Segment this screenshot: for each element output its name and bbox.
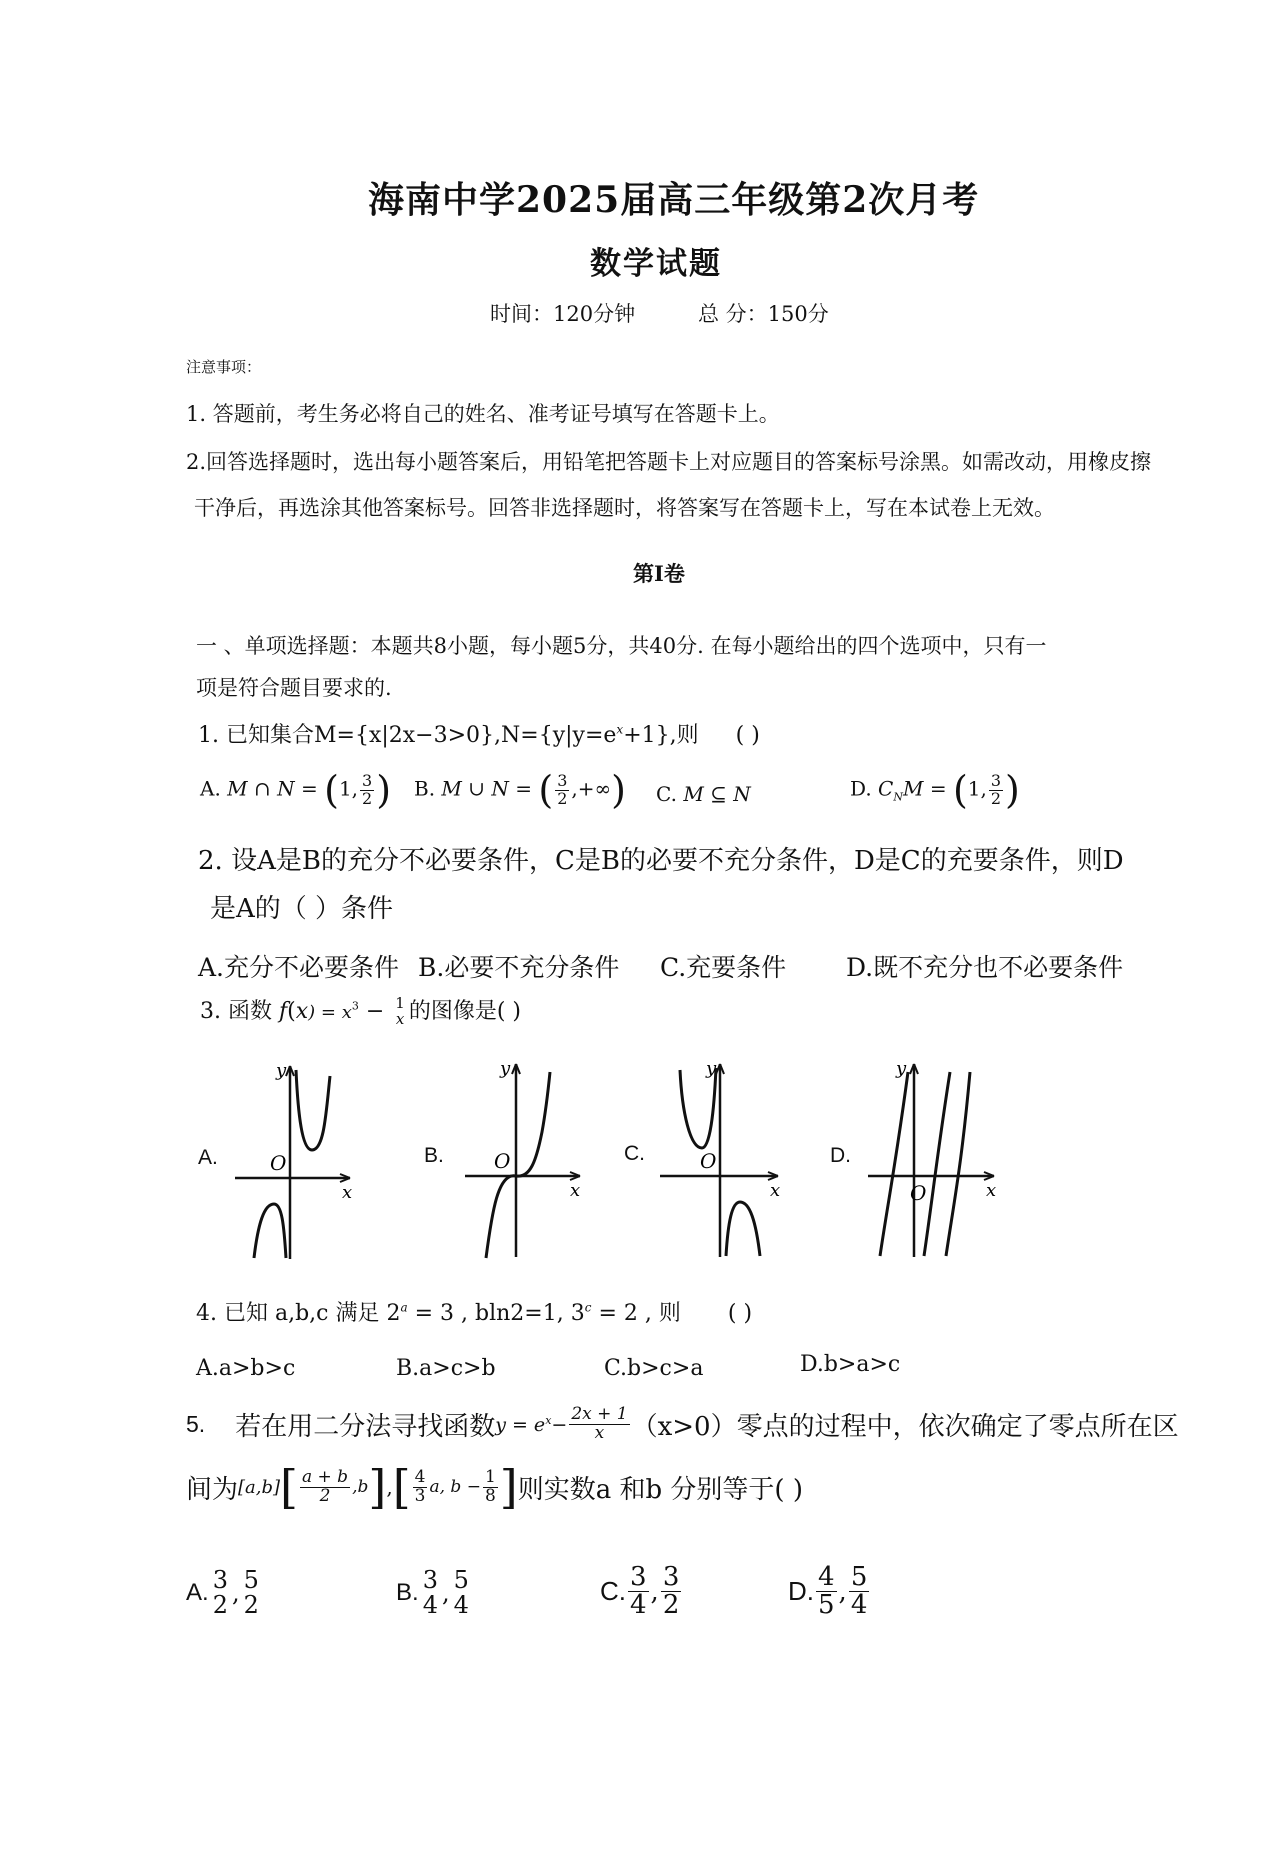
volume-heading: 第Ⅰ卷 (633, 561, 685, 586)
q1-option-d-fraction (989, 770, 1003, 808)
q5-exponent: x (545, 1414, 552, 1427)
q1-option-b-infinity: ,+∞ (571, 776, 612, 801)
q2-option-d[interactable]: D.既不充分也不必要条件 (846, 953, 1124, 982)
graph-a-svg (230, 1054, 360, 1264)
q1-option-b[interactable] (414, 768, 626, 812)
q1-option-d[interactable] (850, 768, 1020, 812)
q1-option-d-one: 1, (967, 776, 987, 801)
graph-b-svg (460, 1052, 590, 1262)
fraction-denominator: 2 (662, 1590, 680, 1621)
graph-b-label[interactable]: B. (424, 1144, 444, 1167)
fraction-denominator: 4 (422, 1591, 438, 1620)
q5-option-b-frac-2 (452, 1568, 471, 1618)
fraction-numerator: 5 (850, 1562, 868, 1592)
fraction-numerator: 4 (818, 1562, 835, 1592)
q3-stem-part-a: 3. 函数 (200, 999, 272, 1024)
q1-answer-blank: ( ) (735, 723, 760, 748)
q1-option-c-expr: M ⊆ N (683, 782, 751, 806)
q5-line2-part-b: 则实数a 和b 分别等于( ) (517, 1474, 803, 1505)
q5-comma: , (386, 1475, 393, 1499)
q4-option-c[interactable]: C.b>c>a (604, 1356, 704, 1381)
q5-interval-2-rbracket: ] (368, 1460, 387, 1514)
q5-interval-3-lbracket: [ (392, 1460, 411, 1514)
q5-interval-2-lbracket: [ (280, 1460, 298, 1514)
q1-option-b-label: B. (414, 776, 436, 801)
q5-option-b-frac-1 (421, 1568, 440, 1618)
graph-c-label[interactable]: C. (624, 1142, 645, 1165)
fraction-denominator: 2 (990, 788, 1002, 808)
q5-option-a-frac-1 (211, 1568, 230, 1618)
q1-option-d-expr: M = (902, 776, 953, 801)
q5-stem-part-a: 若在用二分法寻找函数 (235, 1412, 496, 1442)
q4-stem-part-c: = 2 , 则 (591, 1301, 681, 1326)
fraction-denominator: 2 (212, 1591, 228, 1620)
q1-exponent: x (616, 722, 624, 737)
q1-option-b-expr: M ∪ N = (441, 776, 539, 801)
question-2-line-1: 2. 设A是B的充分不必要条件，C是B的必要不充分条件，D是C的充要条件，则D (198, 846, 1124, 876)
q5-option-b[interactable]: B. 3 4 , 5 4 (396, 1566, 469, 1620)
fraction-numerator: 4 (414, 1466, 426, 1487)
curve-right-branch (296, 1070, 330, 1150)
q3-stem-part-b: 的图像是( ) (408, 999, 521, 1024)
q1-option-a-one: 1, (338, 776, 359, 801)
section-intro-line-1: 一 、单项选择题：本题共8小题，每小题5分，共40分. 在每小题给出的四个选项中，只有一 (196, 634, 1047, 658)
q5-option-a-frac-2 (242, 1568, 261, 1618)
curve-left-branch (254, 1204, 286, 1258)
graph-a[interactable] (230, 1054, 360, 1264)
q5-interval-2-tail: ,b (352, 1477, 369, 1497)
q1-option-b-rparen: ) (611, 768, 626, 812)
exam-total-score: 总 分：150分 (698, 302, 829, 326)
origin-label: O (494, 1149, 511, 1173)
curve-left-branch (680, 1068, 716, 1148)
fraction-denominator: 8 (484, 1485, 496, 1506)
q2-option-c[interactable]: C.充要条件 (660, 953, 787, 982)
q5-option-c-frac-1 (628, 1564, 649, 1620)
q3-expr: ) = x (308, 1002, 352, 1023)
y-label: y (706, 1058, 717, 1079)
question-2-line-2: 是A的（ ）条件 (210, 894, 394, 924)
fraction-denominator: 3 (414, 1485, 426, 1506)
q5-interval-3-fraction-b (483, 1466, 498, 1506)
origin-label: O (910, 1181, 927, 1205)
question-1-stem (198, 718, 760, 749)
fraction-numerator: 3 (362, 770, 373, 790)
fraction-numerator: 3 (630, 1562, 647, 1592)
q5-stem-part-b: （x>0）零点的过程中，依次确定了零点所在区 (631, 1412, 1179, 1442)
notes-heading: 注意事项： (186, 358, 262, 376)
x-label: x (342, 1182, 353, 1203)
option-label: C. (600, 1576, 626, 1607)
fraction-denominator: 2 (319, 1485, 331, 1506)
q5-option-c[interactable]: C. $\frac{3}{4}$ , $\frac{3}{2}$ (600, 1562, 680, 1621)
q4-stem-part-b: = 3 , bln2=1, 3 (407, 1301, 585, 1326)
origin-label: O (270, 1151, 287, 1175)
note-item-2-line-2: 干净后，再选涂其他答案标号。回答非选择题时，将答案写在答题卡上，写在本试卷上无效。 (194, 496, 1055, 520)
q5-function: y = e (495, 1413, 546, 1436)
fraction-numerator: 3 (662, 1562, 680, 1592)
q1-option-a-label: A. (200, 776, 221, 801)
fraction-numerator: 1 (395, 994, 405, 1013)
curve-right-branch (946, 1072, 970, 1256)
question-3-stem (200, 994, 521, 1028)
origin-label: O (700, 1149, 717, 1173)
q1-option-d-rparen: ) (1005, 768, 1020, 812)
question-5-line-2 (186, 1460, 803, 1514)
q1-option-b-fraction (555, 770, 569, 808)
q1-option-a-fraction (360, 770, 374, 808)
q5-interval-3-rbracket: ] (499, 1460, 518, 1514)
q4-option-a[interactable]: A.a>b>c (196, 1356, 296, 1381)
q5-interval-1: [a,b] (238, 1476, 281, 1498)
q5-option-d[interactable]: D. $\frac{4}{5}$ , $\frac{5}{4}$ (788, 1562, 868, 1621)
q1-option-d-lparen: ( (952, 768, 968, 812)
note-item-2-line-1: 2.回答选择题时，选出每小题答案后，用铅笔把答题卡上对应题目的答案标号涂黑。如需改动，用橡皮擦 (186, 450, 1152, 474)
fraction-denominator: 4 (630, 1590, 647, 1621)
fraction-numerator: 3 (212, 1566, 228, 1594)
q1-option-b-lparen: ( (538, 768, 554, 812)
q5-minus: − (551, 1413, 568, 1436)
exam-title: 海南中学2025届高三年级第2次月考 (368, 179, 980, 221)
graph-d[interactable] (866, 1052, 1006, 1262)
fraction-denominator: x (594, 1423, 605, 1443)
x-label: x (770, 1180, 781, 1201)
exam-subtitle: 数学试题 (590, 246, 722, 282)
q3-variable: x (295, 999, 309, 1024)
q5-option-c-frac-2 (661, 1564, 682, 1620)
q3-minus: − (358, 999, 392, 1024)
q1-stem-part-a: 1. 已知集合M={x|2x−3>0},N={y|y=e (198, 723, 617, 748)
q5-interval-2-fraction (300, 1466, 350, 1506)
fraction-numerator: 3 (557, 770, 568, 790)
q3-cube: 3 (351, 999, 359, 1013)
q1-option-d-complement: C (878, 776, 894, 801)
note-item-1: 1. 答题前，考生务必将自己的姓名、准考证号填写在答题卡上。 (186, 402, 780, 426)
fraction-denominator: 4 (453, 1591, 469, 1620)
x-label: x (570, 1180, 581, 1201)
question-4-stem (196, 1296, 752, 1327)
q5-option-d-frac-2 (849, 1564, 870, 1620)
option-label: A. (186, 1579, 209, 1607)
q4-answer-blank: ( ) (727, 1301, 753, 1326)
y-label: y (896, 1058, 907, 1079)
fraction-numerator: 5 (453, 1566, 469, 1594)
x-label: x (986, 1180, 997, 1201)
fraction-numerator: a + b (302, 1466, 349, 1487)
fraction-denominator: 2 (243, 1591, 259, 1620)
fraction-numerator: 2x + 1 (571, 1404, 628, 1425)
question-5-line-1 (186, 1406, 1179, 1443)
q1-stem-part-b: +1},则 (623, 723, 699, 748)
q4-sup-a: a (400, 1300, 408, 1315)
q1-option-d-label: D. (850, 776, 872, 801)
q1-option-c[interactable] (656, 782, 751, 806)
fraction-denominator: x (395, 1010, 405, 1028)
q3-lparen: ( (287, 999, 296, 1024)
fraction-denominator: 2 (557, 788, 568, 808)
q4-option-b[interactable]: B.a>c>b (396, 1356, 496, 1381)
q1-option-d-subscript: N (893, 790, 903, 804)
q5-number: 5. (186, 1411, 206, 1437)
section-intro-line-2: 项是符合题目要求的. (196, 676, 392, 700)
q5-interval-3-mid: a, b − (429, 1477, 481, 1497)
graph-d-label[interactable]: D. (830, 1144, 851, 1167)
q1-option-a[interactable] (200, 768, 391, 812)
fraction-numerator: 3 (990, 770, 1002, 790)
exam-time: 时间：120分钟 (490, 302, 636, 326)
q5-line2-part-a: 间为 (186, 1474, 239, 1505)
q3-function-name: f (278, 999, 288, 1024)
q2-option-a[interactable]: A.充分不必要条件 (198, 953, 400, 982)
q5-fraction (569, 1406, 629, 1443)
graph-c[interactable] (656, 1052, 796, 1262)
q4-option-d[interactable]: D.b>a>c (800, 1352, 901, 1377)
q4-sup-c: c (584, 1300, 592, 1315)
curve-middle-branch (924, 1072, 950, 1256)
fraction-numerator: 3 (422, 1566, 438, 1594)
graph-d-svg (866, 1052, 1006, 1262)
fraction-denominator: 2 (362, 788, 373, 808)
q1-option-a-expr: M ∩ N = (227, 776, 325, 801)
q1-option-a-rparen: ) (376, 768, 392, 812)
y-label: y (500, 1058, 511, 1079)
y-label: y (276, 1060, 287, 1081)
curve-left-branch (880, 1072, 908, 1256)
fraction-denominator: 4 (850, 1590, 868, 1621)
q1-option-a-lparen: ( (324, 768, 339, 812)
option-label: B. (396, 1579, 419, 1607)
graph-a-label[interactable]: A. (198, 1146, 218, 1169)
q4-stem-part-a: 4. 已知 a,b,c 满足 2 (196, 1301, 401, 1326)
fraction-numerator: 1 (484, 1466, 496, 1487)
option-label: D. (788, 1576, 814, 1607)
graph-b[interactable] (460, 1052, 590, 1262)
q3-fraction (393, 996, 407, 1028)
fraction-denominator: 5 (818, 1590, 835, 1621)
q5-option-a[interactable]: A. 3 2 , 5 2 (186, 1566, 259, 1620)
q5-option-d-frac-1 (816, 1564, 837, 1620)
graph-c-svg (656, 1052, 796, 1262)
q5-interval-3-fraction-a (413, 1466, 428, 1506)
curve-right-branch (726, 1202, 760, 1256)
q2-option-b[interactable]: B.必要不充分条件 (418, 953, 620, 982)
fraction-numerator: 5 (243, 1566, 259, 1594)
q1-option-c-label: C. (656, 782, 677, 806)
